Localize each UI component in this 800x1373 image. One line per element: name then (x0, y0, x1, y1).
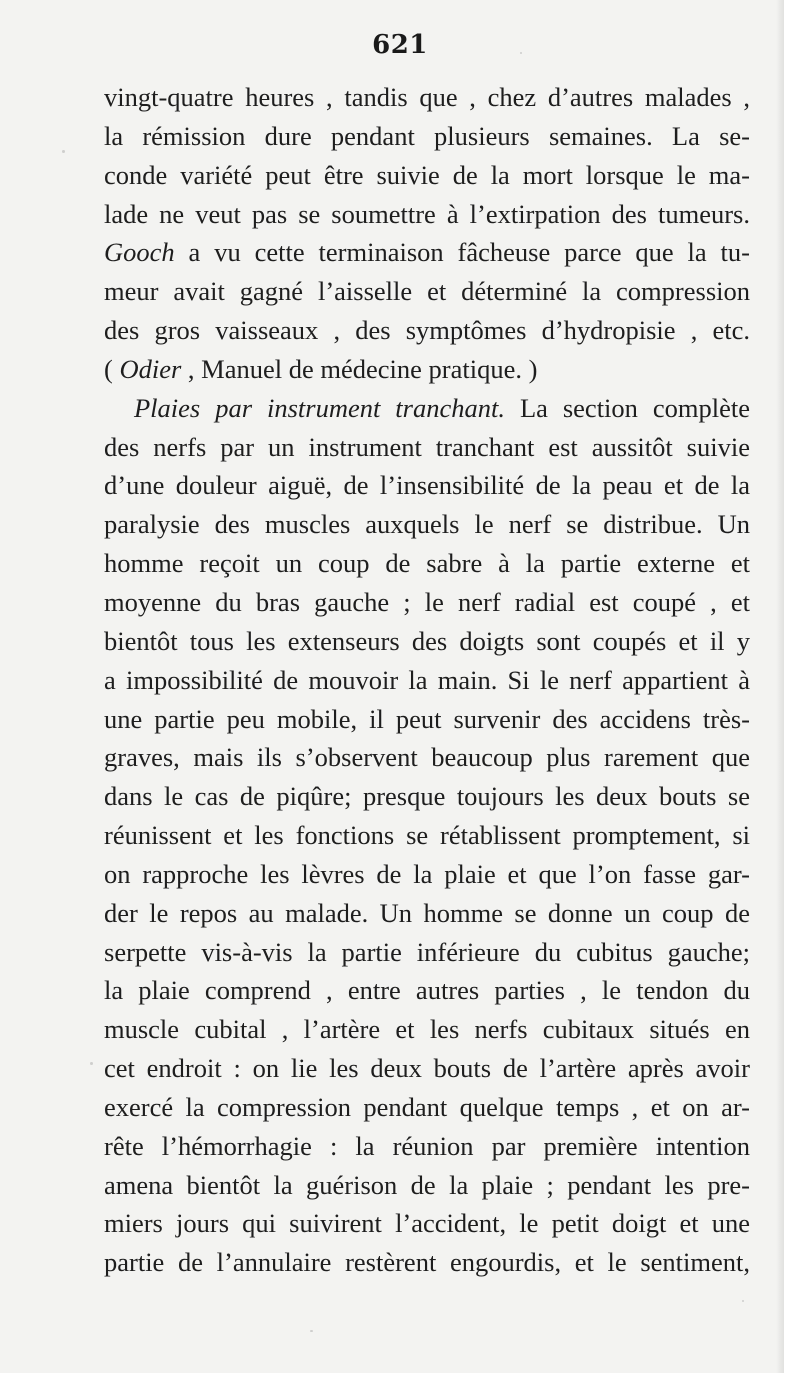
text-segment: la rémission dure pendant plusieurs semaines. La se- (104, 120, 750, 151)
italic-text: Plaies par instrument tranchant. (134, 392, 505, 423)
text-line (104, 1204, 750, 1243)
paper-speck (742, 1300, 744, 1302)
text-line (104, 1127, 750, 1166)
text-segment: réunissent et les fonctions se rétablissent promptement, si (104, 820, 750, 851)
text-segment: serpette vis-à-vis la partie inférieure du cubitus gauche; (104, 936, 750, 967)
text-segment: vingt-quatre heures , tandis que , chez d’autres malades , (104, 82, 750, 112)
text-segment: meur avait gagné l’aisselle et déterminé la compression (104, 276, 750, 307)
text-line (104, 466, 750, 505)
text-segment: dans le cas de piqûre; presque toujours les deux bouts se (104, 781, 750, 812)
text-segment: La section complète (504, 392, 751, 423)
page-gutter-shadow (776, 0, 784, 1373)
italic-text: Gooch (104, 237, 175, 268)
text-line (104, 1049, 750, 1088)
text-line (104, 1243, 750, 1282)
text-segment: homme reçoit un coup de sabre à la partie externe et (104, 548, 750, 579)
text-line (104, 428, 750, 467)
text-line (104, 583, 750, 622)
text-segment: des nerfs par un instrument tranchant est aussitôt suivie (104, 431, 750, 462)
text-segment: cet endroit : on lie les deux bouts de l’artère après avoir (104, 1053, 750, 1084)
text-line (104, 1010, 750, 1049)
text-line (104, 816, 750, 855)
text-line (104, 738, 750, 777)
text-segment: a impossibilité de mouvoir la main. Si le nerf appartient à (104, 664, 750, 695)
text-segment: conde variété peut être suivie de la mort lorsque le ma- (104, 159, 750, 190)
text-segment: muscle cubital , l’artère et les nerfs cubitaux situés en (104, 1014, 750, 1045)
text-segment: paralysie des muscles auxquels le nerf se distribue. Un (104, 509, 750, 540)
text-segment: une partie peu mobile, il peut survenir des accidens très- (104, 703, 750, 734)
text-line (104, 622, 750, 661)
text-line (104, 933, 750, 972)
text-line (104, 971, 750, 1010)
text-line (104, 700, 750, 739)
text-line (104, 389, 750, 428)
text-line (104, 350, 750, 389)
text-line (104, 156, 750, 195)
text-line (104, 311, 750, 350)
text-segment: , Manuel de médecine pratique. ) (181, 353, 538, 384)
text-segment: on rapproche les lèvres de la plaie et que l’on fasse gar- (104, 858, 750, 889)
text-segment: la plaie comprend , entre autres parties , le tendon du (104, 975, 750, 1006)
text-segment: partie de l’annulaire restèrent engourdis, et le sentiment, (104, 1247, 750, 1278)
page-margin (784, 0, 800, 1373)
text-line (104, 272, 750, 311)
text-line (104, 661, 750, 700)
text-segment: amena bientôt la guérison de la plaie ; pendant les pre- (104, 1169, 750, 1200)
paper-speck (62, 150, 65, 153)
text-segment: graves, mais ils s’observent beaucoup plus rarement que (104, 742, 750, 773)
text-segment: ( (104, 353, 120, 384)
text-line (104, 195, 750, 234)
text-segment: a vu cette terminaison fâcheuse parce que la tu- (174, 237, 750, 268)
text-segment: exercé la compression pendant quelque temps , et on ar- (104, 1091, 750, 1122)
text-segment: miers jours qui suivirent l’accident, le petit doigt et une (104, 1208, 750, 1239)
text-line (104, 233, 750, 272)
text-line (104, 1088, 750, 1127)
text-line (104, 1166, 750, 1205)
text-line (104, 777, 750, 816)
text-line (104, 855, 750, 894)
paper-speck (310, 1330, 313, 1332)
text-line (104, 78, 750, 117)
text-segment: der le repos au malade. Un homme se donne un coup de (104, 897, 750, 928)
text-line (104, 505, 750, 544)
text-segment: rête l’hémorrhagie : la réunion par première intention (104, 1130, 750, 1161)
text-line (104, 117, 750, 156)
text-line (104, 544, 750, 583)
text-segment: d’une douleur aiguë, de l’insensibilité de la peau et de la (104, 470, 750, 501)
paper-speck (90, 1062, 93, 1065)
paper-speck (520, 52, 522, 54)
text-segment: bientôt tous les extenseurs des doigts sont coupés et il y (104, 625, 750, 656)
text-line (104, 894, 750, 933)
italic-text: Odier (119, 353, 182, 384)
page-number: 621 (372, 30, 428, 60)
text-segment: lade ne veut pas se soumettre à l’extirpation des tumeurs. (104, 198, 750, 229)
body-text (104, 78, 750, 1282)
text-segment: moyenne du bras gauche ; le nerf radial est coupé , et (104, 586, 750, 617)
text-segment: des gros vaisseaux , des symptômes d’hydropisie , etc. (104, 315, 750, 346)
